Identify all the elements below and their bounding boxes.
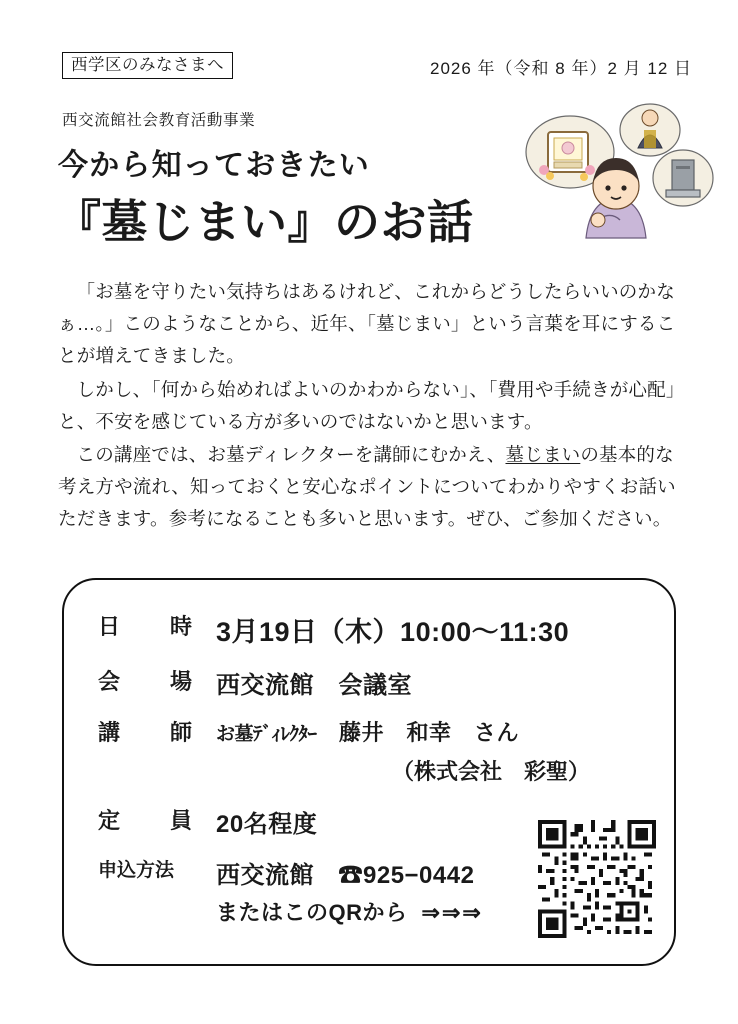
detail-value-capacity: 20名程度	[216, 811, 318, 838]
paragraph-3-emphasis: 墓じまい	[505, 443, 581, 465]
detail-label-venue: 会 場	[98, 669, 207, 694]
detail-value-speaker	[216, 716, 519, 747]
thinking-woman-with-grave-and-altar-illustration	[500, 100, 715, 240]
detail-value-apply-qr-text: またはこのQRから	[216, 900, 408, 925]
arrow-right-icon: ⇒⇒⇒	[421, 900, 483, 925]
detail-value-apply: 西交流館 ☎925−0442	[216, 862, 475, 889]
body-text	[58, 276, 684, 537]
event-details-box	[62, 578, 676, 966]
detail-label-apply: 申込方法	[98, 860, 175, 881]
paragraph-1: 「お墓を守りたい気持ちはあるけれど、これからどうしたらいいのかなぁ…。」このようなことから、近年、「墓じまい」という言葉を耳にすることが増えてきました。	[58, 281, 676, 367]
program-label: 西交流館社会教育活動事業	[62, 112, 256, 129]
issue-date: 2026 年（令和 8 年）2 月 12 日	[430, 59, 692, 78]
detail-label-speaker: 講 師	[98, 720, 207, 745]
detail-value-datetime: 3月19日（木）10:00〜11:30	[216, 617, 570, 647]
paragraph-3	[58, 439, 684, 536]
detail-value-speaker-role: お墓ﾃﾞｨﾚｸﾀｰ	[216, 724, 317, 745]
detail-label-capacity: 定 員	[98, 808, 207, 833]
qr-code[interactable]	[538, 820, 656, 938]
paragraph-3-part-a: この講座では、お墓ディレクターを講師にむかえ、	[76, 443, 506, 465]
paragraph-3-part-b: の基本的な考え方や流れ、知っておくと安心なポイントについてわかりやすくお話いただきます。参考になることも多いと思います。ぜひ、ご参加ください。	[58, 443, 676, 530]
page-title-line1: 今から知っておきたい	[58, 149, 370, 182]
detail-value-speaker-company: （株式会社 彩聖）	[392, 759, 591, 784]
document-header	[56, 52, 692, 82]
detail-row-speaker	[98, 716, 658, 747]
detail-row-datetime	[98, 610, 658, 649]
page-title-line2: 『墓じまい』のお話	[55, 196, 474, 248]
detail-row-venue	[98, 665, 658, 700]
detail-value-venue: 西交流館 会議室	[216, 672, 412, 699]
detail-label-datetime: 日 時	[98, 614, 207, 639]
addressee-box: 西学区のみなさまへ	[62, 52, 233, 79]
detail-value-speaker-name: 藤井 和幸 さん	[339, 720, 520, 745]
paragraph-2: しかし、「何から始めればよいのかわからない」、「費用や手続きが心配」と、不安を感じている方が多いのではないかと思います。	[58, 378, 676, 432]
